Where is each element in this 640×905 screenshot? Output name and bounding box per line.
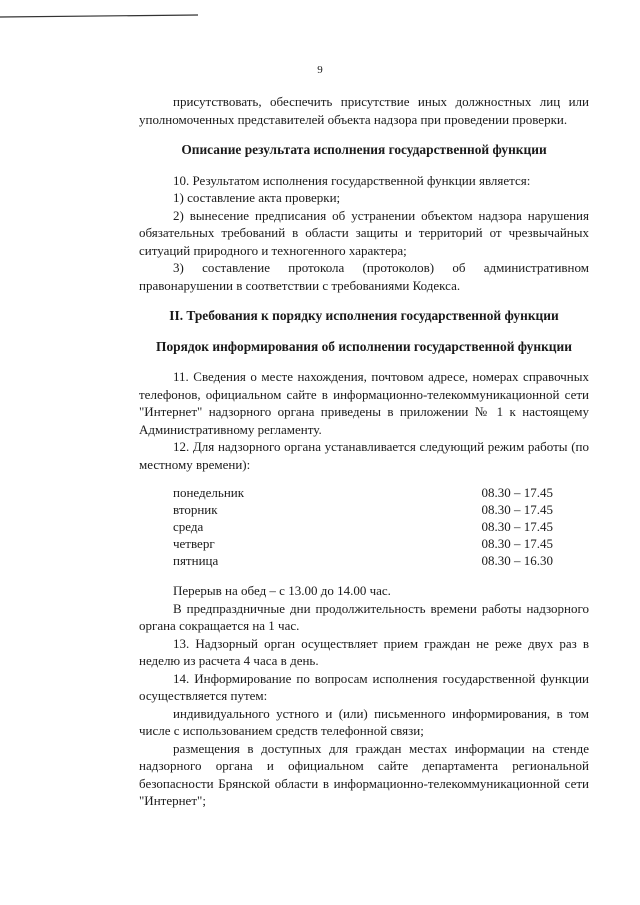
paragraph-11: 11. Сведения о месте нахождения, почтовом адресе, номерах справочных телефонов, официальном сайте в информационно-телекоммуникационной сети "Интернет" надзорного органа приведены в приложении № 1 к настоящему Административному регламенту. xyxy=(139,369,589,437)
paragraph-14: 14. Информирование по вопросам исполнения государственной функции осуществляется путем: xyxy=(139,670,589,703)
paragraph-10-intro: 10. Результатом исполнения государственной функции является: xyxy=(173,172,531,188)
continuation-paragraph: присутствовать, обеспечить присутствие иных должностных лиц или уполномоченных представителей объекта надзора при проведении проверки. xyxy=(139,94,589,127)
schedule-day: понедельник xyxy=(173,485,245,500)
schedule-row xyxy=(173,518,553,535)
schedule-hours: 08.30 – 17.45 xyxy=(481,536,553,551)
lunch-break-line: Перерыв на обед – с 13.00 до 14.00 час. xyxy=(173,583,391,598)
paragraph-10-item-2: 2) вынесение предписания об устранении объектом надзора нарушения обязательных требований в области защиты и территорий от чрезвычайных ситуаций природного и техногенного характера; xyxy=(139,207,589,258)
paragraph-14-item-2: размещения в доступных для граждан местах информации на стенде надзорного органа и официальном сайте департамента региональной безопасности Брянской области в информационно-телекоммуникационной сети "Интернет"; xyxy=(139,740,589,808)
scan-artifact-line xyxy=(0,14,200,18)
paragraph-13: 13. Надзорный орган осуществляет прием граждан не реже двух раз в неделю из расчета 4 часа в день. xyxy=(139,635,589,668)
paragraph-12: 12. Для надзорного органа устанавливается следующий режим работы (по местному времени): xyxy=(139,439,589,472)
section-result-heading: Описание результата исполнения государственной функции xyxy=(181,142,547,157)
schedule-hours: 08.30 – 17.45 xyxy=(481,519,553,534)
subsection-heading: Порядок информирования об исполнении государственной функции xyxy=(156,338,572,354)
schedule-hours: 08.30 – 17.45 xyxy=(481,502,553,517)
pre-holiday-paragraph: В предпраздничные дни продолжительность времени работы надзорного органа сокращается на 1 час. xyxy=(139,600,589,633)
paragraph-10-item-3: 3) составление протокола (протоколов) об административном правонарушении в соответствии с требованиями Кодекса. xyxy=(139,260,589,293)
schedule-day: четверг xyxy=(173,536,215,551)
schedule-row xyxy=(173,484,553,501)
schedule-row xyxy=(173,552,553,569)
schedule-hours: 08.30 – 16.30 xyxy=(481,553,553,568)
work-schedule xyxy=(173,484,553,569)
schedule-row xyxy=(173,501,553,518)
paragraph-10-item-1: 1) составление акта проверки; xyxy=(173,190,341,205)
document-body xyxy=(139,93,589,810)
schedule-day: пятница xyxy=(173,553,219,568)
schedule-hours: 08.30 – 17.45 xyxy=(481,485,553,500)
schedule-day: вторник xyxy=(173,502,218,517)
section-2-heading: II. Требования к порядку исполнения государственной функции xyxy=(169,308,559,323)
schedule-day: среда xyxy=(173,519,204,534)
schedule-row xyxy=(173,535,553,552)
page-number: 9 xyxy=(317,64,323,76)
paragraph-14-item-1: индивидуального устного и (или) письменного информирования, в том числе с использованием средств телефонной связи; xyxy=(139,705,589,738)
